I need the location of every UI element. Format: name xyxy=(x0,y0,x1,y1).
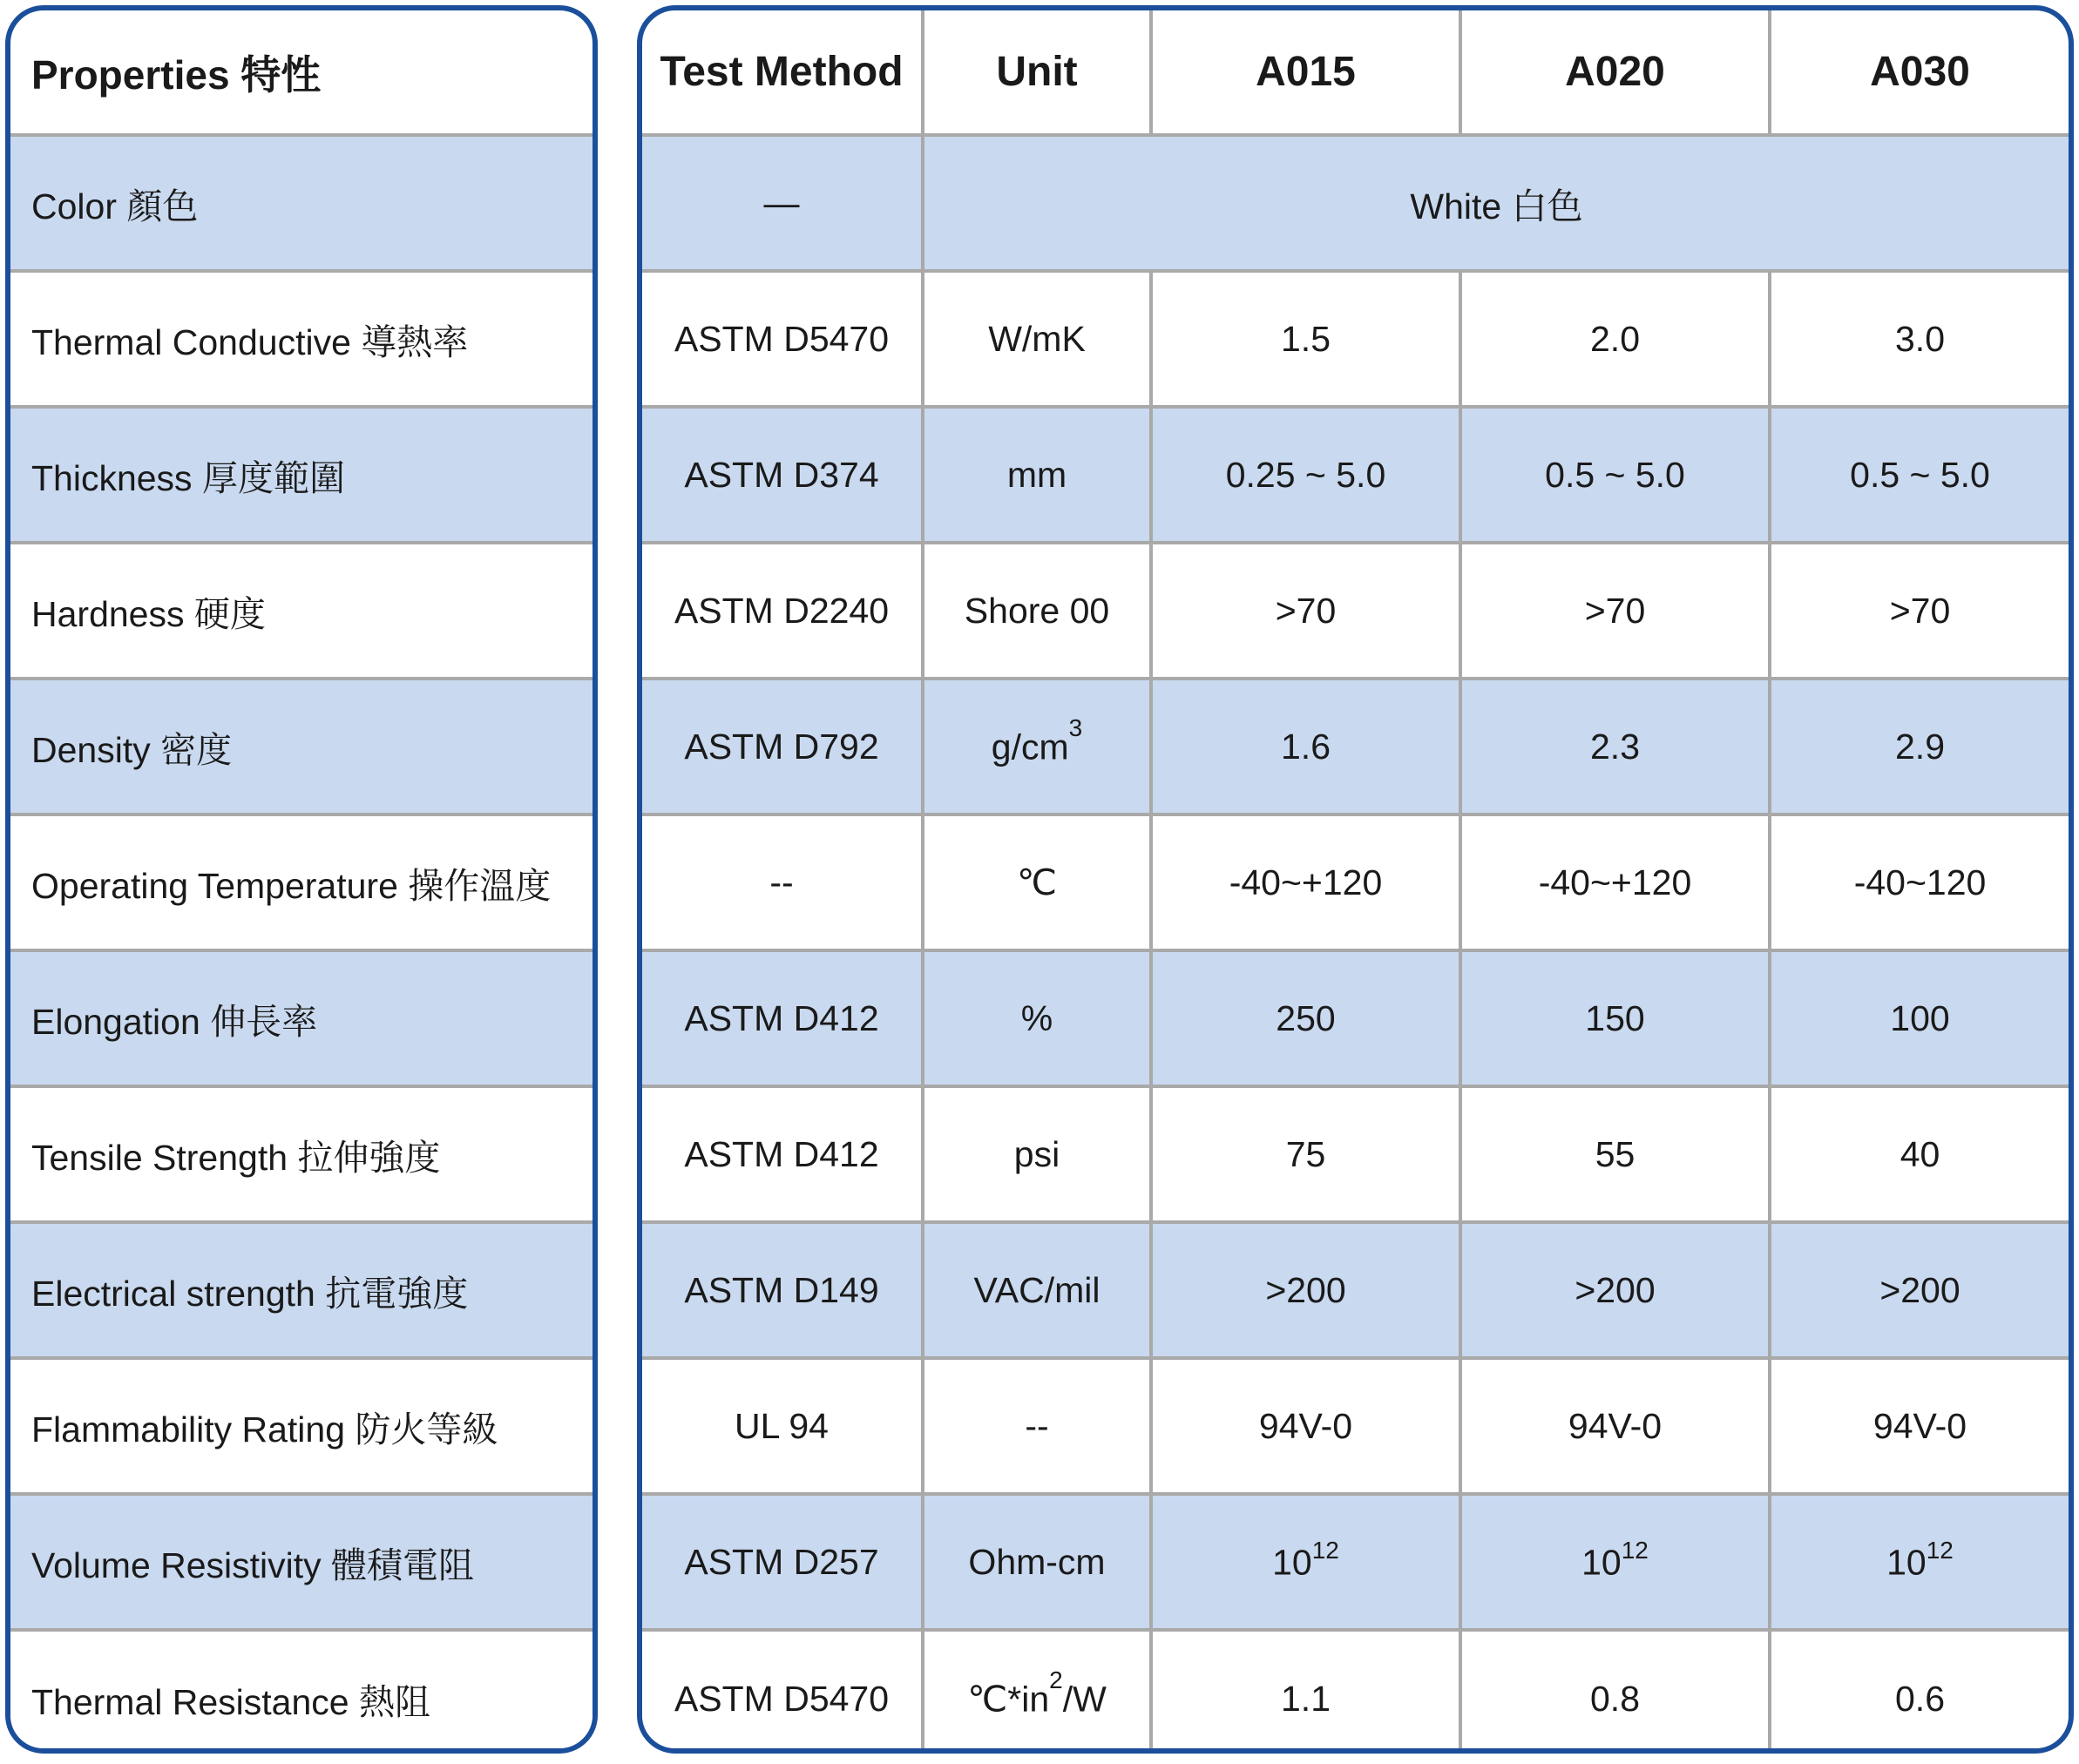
spec-table xyxy=(642,10,2069,1754)
model-header-a015: A015 xyxy=(1151,10,1460,135)
value-base: 10 xyxy=(1886,1542,1927,1583)
unit-header: Unit xyxy=(923,10,1151,135)
value-exponent: 12 xyxy=(1621,1537,1649,1565)
value-cell xyxy=(1151,1494,1460,1630)
unit-cell: Shore 00 xyxy=(923,543,1151,679)
value-cell: 0.5 ~ 5.0 xyxy=(1460,407,1770,543)
value-cell: -40~+120 xyxy=(1460,814,1770,950)
spec-panel xyxy=(637,5,2074,1754)
property-label: Density 密度 xyxy=(10,679,593,814)
property-label: Tensile Strength 拉伸強度 xyxy=(10,1086,593,1222)
property-label: Thermal Resistance 熱阻 xyxy=(10,1630,593,1754)
table-row xyxy=(642,814,2069,950)
table-row xyxy=(642,271,2069,407)
value-cell: 75 xyxy=(1151,1086,1460,1222)
table-row xyxy=(642,135,2069,271)
unit-cell xyxy=(923,1630,1151,1754)
value-exponent: 12 xyxy=(1311,1537,1339,1565)
value-cell: 0.8 xyxy=(1460,1630,1770,1754)
table-row xyxy=(642,1222,2069,1358)
unit-prefix: ℃*in xyxy=(967,1679,1050,1720)
value-base: 10 xyxy=(1272,1542,1312,1583)
table-row xyxy=(642,1358,2069,1494)
value-cell: >70 xyxy=(1151,543,1460,679)
test-method-cell: ASTM D5470 xyxy=(642,1630,923,1754)
properties-header: Properties 特性 xyxy=(10,10,593,135)
value-cell: -40~+120 xyxy=(1151,814,1460,950)
test-method-cell: ASTM D412 xyxy=(642,1086,923,1222)
unit-cell: -- xyxy=(923,1358,1151,1494)
color-value-cell: White 白色 xyxy=(923,135,2069,271)
unit-superscript: 3 xyxy=(1068,714,1083,742)
table-row xyxy=(642,1630,2069,1754)
test-method-cell: UL 94 xyxy=(642,1358,923,1494)
value-cell: >70 xyxy=(1460,543,1770,679)
value-cell: 1.5 xyxy=(1151,271,1460,407)
value-cell: >70 xyxy=(1770,543,2069,679)
value-cell: 2.3 xyxy=(1460,679,1770,814)
property-label: Color 顏色 xyxy=(10,135,593,271)
property-label: Operating Temperature 操作溫度 xyxy=(10,814,593,950)
test-method-cell: ASTM D5470 xyxy=(642,271,923,407)
property-label: Elongation 伸長率 xyxy=(10,950,593,1086)
model-header-a020: A020 xyxy=(1460,10,1770,135)
table-row xyxy=(642,407,2069,543)
value-cell: 2.9 xyxy=(1770,679,2069,814)
value-cell: 55 xyxy=(1460,1086,1770,1222)
property-label: Thickness 厚度範圍 xyxy=(10,407,593,543)
test-method-cell: ASTM D374 xyxy=(642,407,923,543)
property-label: Flammability Rating 防火等級 xyxy=(10,1358,593,1494)
test-method-cell: ASTM D2240 xyxy=(642,543,923,679)
value-cell: 0.25 ~ 5.0 xyxy=(1151,407,1460,543)
unit-cell: mm xyxy=(923,407,1151,543)
value-cell: 100 xyxy=(1770,950,2069,1086)
value-cell xyxy=(1460,1494,1770,1630)
unit-cell: % xyxy=(923,950,1151,1086)
value-cell: 1.1 xyxy=(1151,1630,1460,1754)
value-base: 10 xyxy=(1581,1542,1622,1583)
value-exponent: 12 xyxy=(1926,1537,1954,1565)
table-row xyxy=(642,1494,2069,1630)
table-row xyxy=(642,950,2069,1086)
value-cell: 94V-0 xyxy=(1151,1358,1460,1494)
unit-cell: Ohm-cm xyxy=(923,1494,1151,1630)
value-cell: 3.0 xyxy=(1770,271,2069,407)
unit-cell: ℃ xyxy=(923,814,1151,950)
value-cell: >200 xyxy=(1460,1222,1770,1358)
value-cell: 40 xyxy=(1770,1086,2069,1222)
unit-base: g/cm xyxy=(991,727,1069,767)
value-cell: >200 xyxy=(1151,1222,1460,1358)
value-cell: 1.6 xyxy=(1151,679,1460,814)
value-cell: 0.5 ~ 5.0 xyxy=(1770,407,2069,543)
value-cell: 0.6 xyxy=(1770,1630,2069,1754)
properties-table xyxy=(10,10,593,1754)
test-method-cell: ASTM D257 xyxy=(642,1494,923,1630)
property-label: Thermal Conductive 導熱率 xyxy=(10,271,593,407)
test-method-cell: — xyxy=(642,135,923,271)
property-label: Hardness 硬度 xyxy=(10,543,593,679)
value-cell: 94V-0 xyxy=(1770,1358,2069,1494)
value-cell: 250 xyxy=(1151,950,1460,1086)
model-header-a030: A030 xyxy=(1770,10,2069,135)
table-row xyxy=(642,543,2069,679)
test-method-cell: -- xyxy=(642,814,923,950)
properties-panel xyxy=(5,5,598,1754)
value-cell xyxy=(1770,1494,2069,1630)
test-method-cell: ASTM D149 xyxy=(642,1222,923,1358)
unit-cell: psi xyxy=(923,1086,1151,1222)
table-row xyxy=(642,1086,2069,1222)
test-method-header: Test Method xyxy=(642,10,923,135)
table-row xyxy=(642,679,2069,814)
value-cell: -40~120 xyxy=(1770,814,2069,950)
value-cell: >200 xyxy=(1770,1222,2069,1358)
property-label: Volume Resistivity 體積電阻 xyxy=(10,1494,593,1630)
value-cell: 150 xyxy=(1460,950,1770,1086)
property-label: Electrical strength 抗電強度 xyxy=(10,1222,593,1358)
value-cell: 2.0 xyxy=(1460,271,1770,407)
test-method-cell: ASTM D792 xyxy=(642,679,923,814)
value-cell: 94V-0 xyxy=(1460,1358,1770,1494)
test-method-cell: ASTM D412 xyxy=(642,950,923,1086)
unit-superscript: 2 xyxy=(1049,1666,1063,1694)
unit-cell: VAC/mil xyxy=(923,1222,1151,1358)
unit-cell: W/mK xyxy=(923,271,1151,407)
unit-suffix: /W xyxy=(1062,1679,1107,1720)
unit-cell xyxy=(923,679,1151,814)
